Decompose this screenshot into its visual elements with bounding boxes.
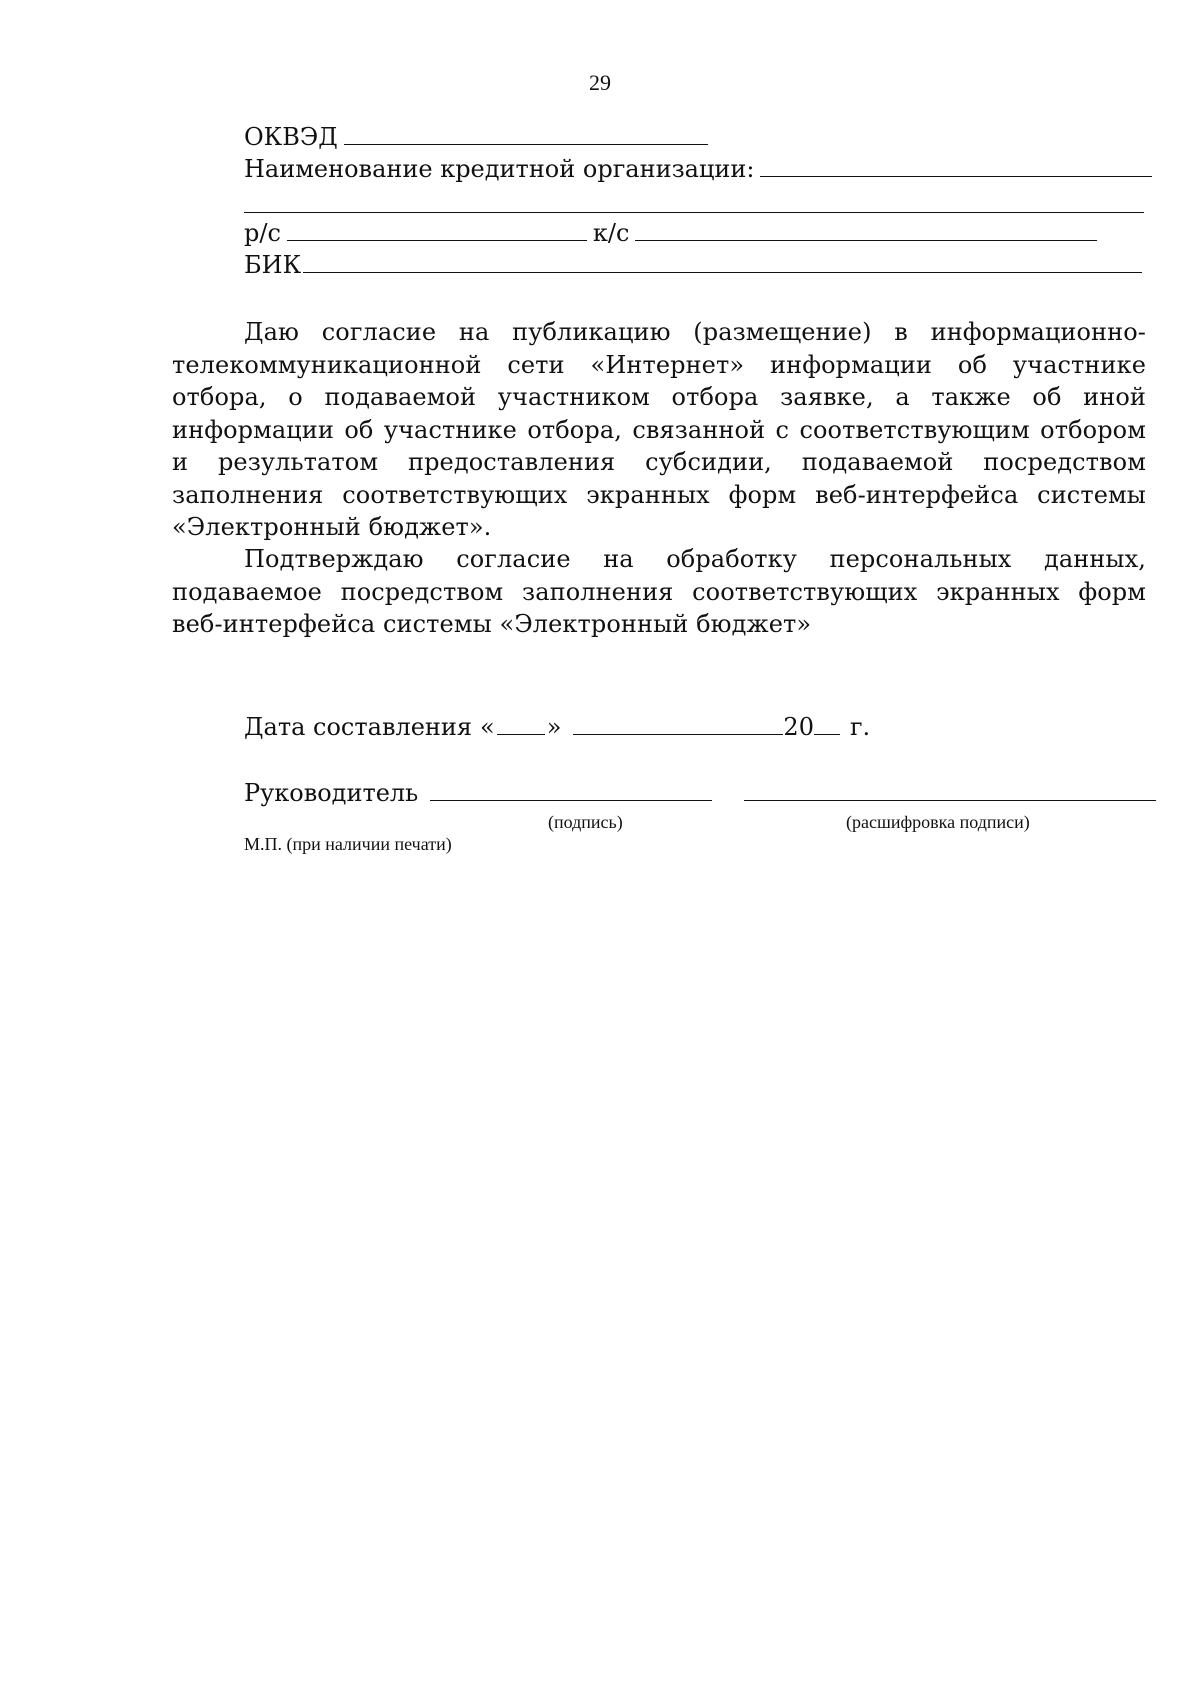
day-field[interactable]	[497, 710, 545, 735]
account-label: р/с	[244, 219, 281, 247]
bik-field[interactable]	[303, 248, 1142, 273]
bank-name-continuation-field[interactable]	[244, 200, 1144, 213]
signature-row	[244, 776, 1156, 809]
decoding-caption: (расшифровка подписи)	[846, 812, 1030, 832]
bik-row	[244, 248, 1142, 281]
date-row	[244, 710, 870, 743]
stamp-note: М.П. (при наличии печати)	[244, 834, 452, 854]
consent-personal-data-paragraph: Подтверждаю согласие на обработку персональных данных, подаваемое посредством заполнения соответствующих экранных форм веб-интерфейса системы «Электронный бюджет»	[172, 545, 1146, 638]
month-field[interactable]	[573, 710, 783, 735]
bank-name-label: Наименование кредитной организации:	[244, 155, 755, 183]
head-label: Руководитель	[244, 779, 419, 807]
year-prefix: 20	[783, 713, 814, 741]
signature-decoding-field[interactable]	[744, 776, 1156, 801]
okved-row	[244, 120, 708, 153]
corr-account-field[interactable]	[635, 216, 1097, 241]
okved-field[interactable]	[344, 120, 708, 145]
year-field[interactable]	[814, 710, 840, 735]
date-close-quote: »	[546, 713, 562, 741]
okved-label: ОКВЭД	[244, 123, 338, 151]
date-label: Дата составления	[244, 713, 473, 741]
bank-name-field[interactable]	[760, 152, 1152, 177]
date-open-quote: «	[480, 713, 495, 741]
signature-caption: (подпись)	[548, 812, 623, 832]
signature-field[interactable]	[430, 776, 712, 801]
corr-account-label: к/с	[592, 219, 630, 247]
accounts-row	[244, 216, 1097, 249]
account-field[interactable]	[287, 216, 587, 241]
page-number: 29	[589, 70, 611, 95]
bank-name-row	[244, 152, 1152, 185]
consent-publication-paragraph: Даю согласие на публикацию (размещение) в информационно-телекоммуникационной сети «Интернет» информации об участнике отбора, о подаваемой участником отбора заявке, а также об иной информации об участнике отбора, связанной с соответствующим отбором и результатом предоставления субсидии, подаваемой посредством заполнения соответствующих экранных форм веб-интерфейса системы «Электронный бюджет».	[172, 318, 1146, 541]
year-suffix: г.	[849, 713, 871, 741]
bik-label: БИК	[244, 251, 302, 279]
